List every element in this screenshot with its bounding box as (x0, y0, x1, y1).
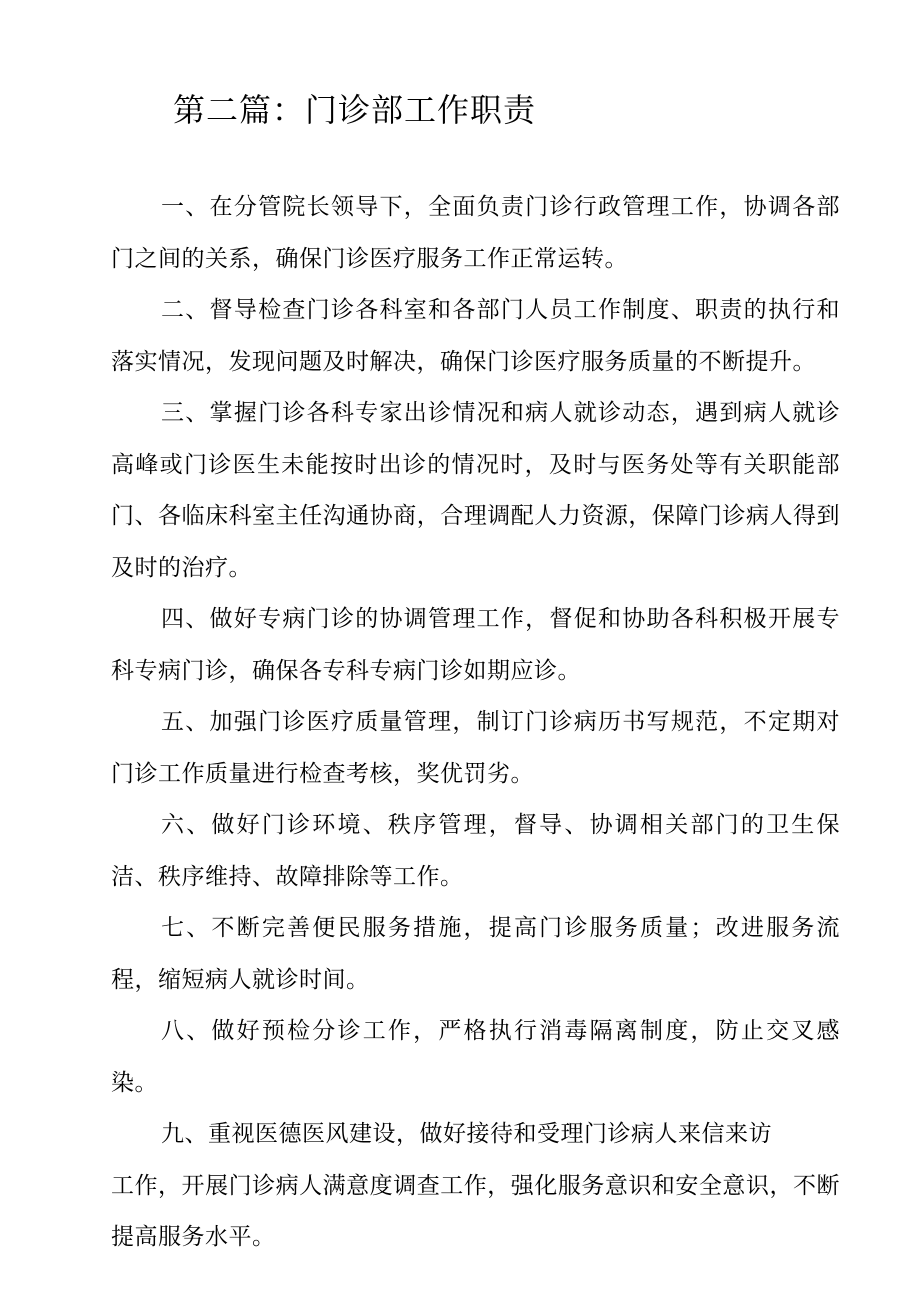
paragraph-7: 七、不断完善便民服务措施，提高门诊服务质量；改进服务流程，缩短病人就诊时间。 (111, 915, 840, 993)
paragraph-1: 一、在分管院长领导下，全面负责门诊行政管理工作，协调各部门之间的关系，确保门诊医疗服务工作正常运转。 (111, 194, 840, 272)
paragraph-2: 二、督导检查门诊各科室和各部门人员工作制度、职责的执行和落实情况，发现问题及时解决，确保门诊医疗服务质量的不断提升。 (111, 297, 840, 375)
paragraph-4: 四、做好专病门诊的协调管理工作，督促和协助各科积极开展专科专病门诊，确保各专科专病门诊如期应诊。 (111, 606, 840, 684)
paragraph-5: 五、加强门诊医疗质量管理，制订门诊病历书写规范，不定期对门诊工作质量进行检查考核，奖优罚劣。 (111, 709, 840, 787)
paragraph-9: 九、重视医德医风建设，做好接待和受理门诊病人来信来访 (161, 1121, 772, 1147)
document-title: 第二篇：门诊部工作职责 (173, 91, 537, 129)
paragraph-6: 六、做好门诊环境、秩序管理，督导、协调相关部门的卫生保洁、秩序维持、故障排除等工作。 (111, 812, 840, 890)
paragraph-3: 三、掌握门诊各科专家出诊情况和病人就诊动态，遇到病人就诊高峰或门诊医生未能按时出诊的情况时，及时与医务处等有关职能部门、各临床科室主任沟通协商，合理调配人力资源，保障门诊病人得到及时的治疗。 (111, 400, 840, 581)
document-body (111, 182, 840, 1264)
paragraph-9-continued: 工作，开展门诊病人满意度调查工作，强化服务意识和安全意识，不断提高服务水平。 (111, 1172, 840, 1250)
paragraph-8: 八、做好预检分诊工作，严格执行消毒隔离制度，防止交叉感染。 (111, 1018, 840, 1096)
